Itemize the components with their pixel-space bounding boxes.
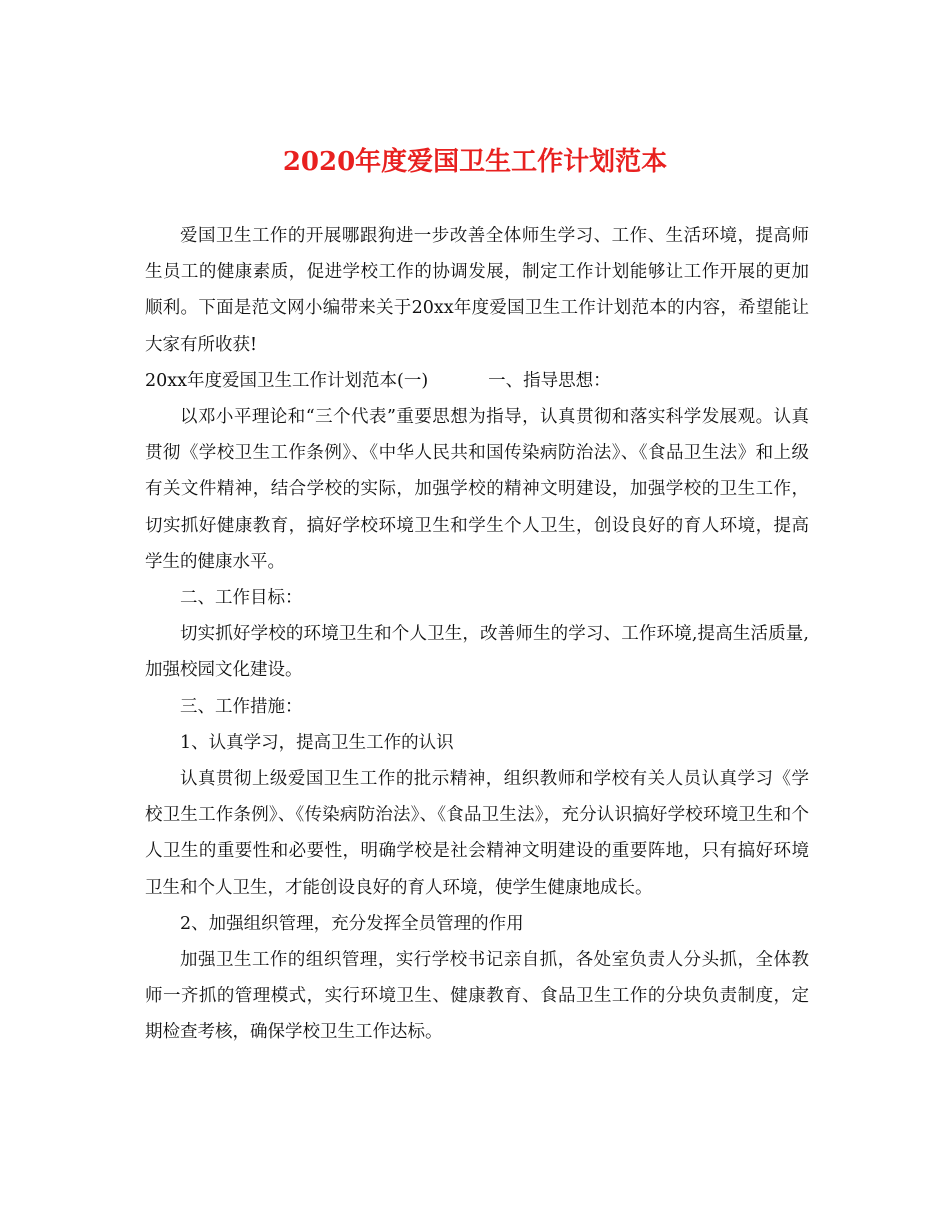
management-paragraph: 加强卫生工作的组织管理，实行学校书记亲自抓，各处室负责人分头抓，全体教师一齐抓的管理模式，实行环境卫生、健康教育、食品卫生工作的分块负责制度，定期检查考核，确保学校卫生工作达标。	[145, 950, 809, 1043]
heading-guiding-thought: 一、指导思想：	[488, 370, 611, 391]
document-body	[145, 218, 809, 1051]
document-title: 2020年度爱国卫生工作计划范本	[282, 147, 668, 177]
work-goals-paragraph: 切实抓好学校的环境卫生和个人卫生，改善师生的学习、工作环境,提高生活质量,加强校园文化建设。	[145, 624, 809, 681]
guiding-thought-paragraph: 以邓小平理论和“三个代表”重要思想为指导，认真贯彻和落实科学发展观。认真贯彻《学校卫生工作条例》、《中华人民共和国传染病防治法》、《食品卫生法》和上级有关文件精神，结合学校的实际，加强学校的精神文明建设，加强学校的卫生工作，切实抓好健康教育，搞好学校环境卫生和学生个人卫生，创设良好的育人环境，提高学生的健康水平。	[145, 407, 809, 572]
subheading-study: 1、认真学习，提高卫生工作的认识	[180, 732, 454, 753]
subheading-management: 2、加强组织管理，充分发挥全员管理的作用	[180, 913, 524, 934]
heading-work-goals: 二、工作目标：	[180, 588, 303, 609]
heading-work-measures: 三、工作措施：	[180, 696, 303, 717]
intro-paragraph: 爱国卫生工作的开展哪跟狗进一步改善全体师生学习、工作、生活环境，提高师生员工的健康素质，促进学校工作的协调发展，制定工作计划能够让工作开展的更加顺利。下面是范文网小编带来关于20xx年度爱国卫生工作计划范本的内容，希望能让大家有所收获!	[145, 226, 809, 355]
section-title: 20xx年度爱国卫生工作计划范本(一)	[145, 370, 429, 391]
section-title-line	[145, 363, 809, 399]
study-paragraph: 认真贯彻上级爱国卫生工作的批示精神，组织教师和学校有关人员认真学习《学校卫生工作条例》、《传染病防治法》、《食品卫生法》，充分认识搞好学校环境卫生和个人卫生的重要性和必要性，明确学校是社会精神文明建设的重要阵地，只有搞好环境卫生和个人卫生，才能创设良好的育人环境，使学生健康地成长。	[145, 769, 809, 898]
